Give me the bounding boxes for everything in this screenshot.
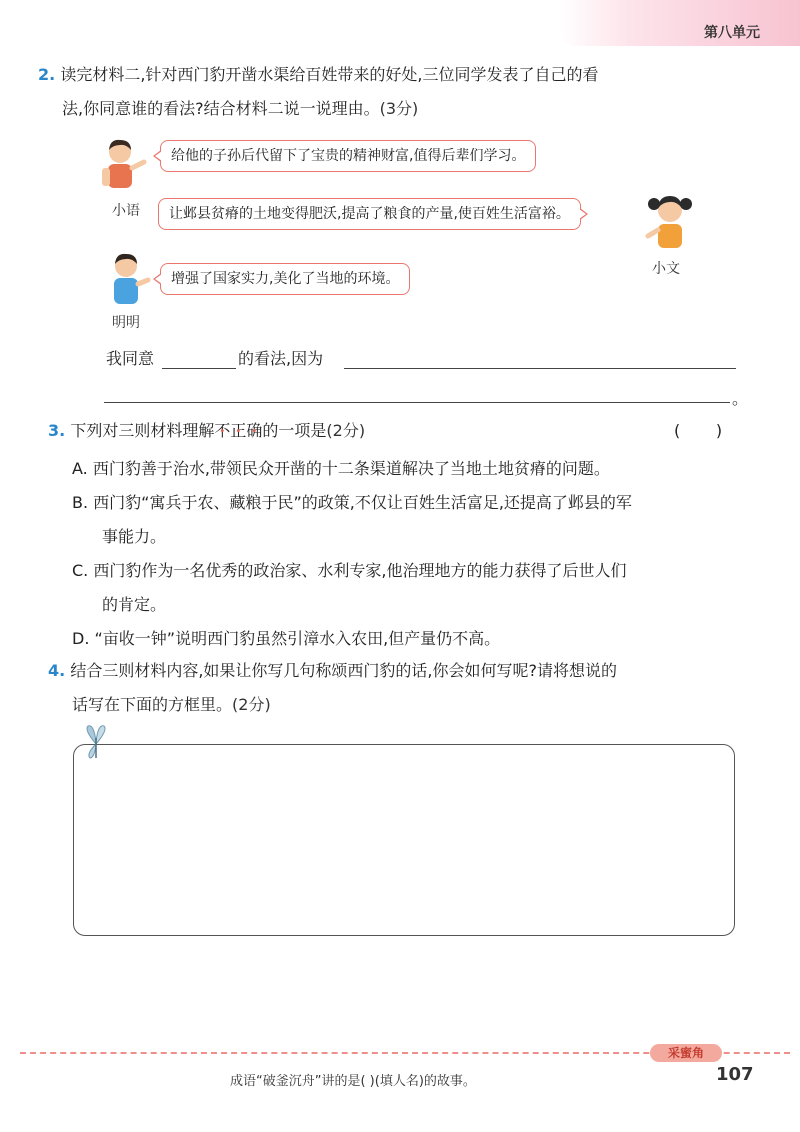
option-text-c-line2: 的肯定。	[102, 595, 167, 614]
question-3-answer-bracket[interactable]: ( )	[674, 421, 723, 440]
question-2-line2-row	[62, 92, 418, 126]
question-4-line2: 话写在下面的方框里。	[72, 695, 233, 714]
question-3-number: 3.	[48, 421, 66, 440]
question-2-number: 2.	[38, 65, 56, 84]
speech-bubble-xiaoyu	[160, 140, 536, 172]
option-letter-b: B.	[72, 493, 89, 512]
option-text-b: 西门豹“寓兵于农、藏粮于民”的政策,不仅让百姓生活富足,还提高了邺县的军	[93, 493, 632, 512]
speech-bubble-mingming	[160, 263, 410, 295]
unit-label: 第八单元	[704, 25, 760, 41]
option-letter-c: C.	[72, 561, 89, 580]
question-3-emph-1: 不 •	[214, 421, 230, 440]
question-3-emph-2: 正 •	[230, 421, 246, 440]
option-text-b-line2: 事能力。	[102, 527, 167, 546]
footer-question: 成语“破釜沉舟”讲的是( )(填人名)的故事。	[230, 1074, 476, 1089]
student-boy-xiaoyu-illustration	[100, 136, 150, 196]
question-4-number: 4.	[48, 661, 66, 680]
speech-text-xiaoyu: 给他的子孙后代留下了宝贵的精神财富,值得后辈们学习。	[171, 148, 526, 164]
answer-middle: 的看法,因为	[238, 349, 324, 368]
option-d[interactable]	[72, 622, 500, 656]
question-2-line2: 法,你同意谁的看法?结合材料二说一说理由。	[62, 99, 380, 118]
question-4	[48, 654, 768, 688]
option-letter-d: D.	[72, 629, 90, 648]
answer-box[interactable]	[73, 744, 735, 936]
answer-blank-reason-1[interactable]	[344, 368, 736, 369]
question-3-score: (2分)	[326, 421, 366, 440]
question-2-line1: 读完材料二,针对西门豹开凿水渠给百姓带来的好处,三位同学发表了自己的看	[60, 65, 599, 84]
answer-end-mark: 。	[732, 389, 749, 408]
question-3-emph-3: 确 •	[246, 421, 262, 440]
speech-bubble-xiaowen	[158, 198, 581, 230]
speaker-name-xiaowen: 小文	[652, 261, 680, 277]
question-3-text-after: 的一项是	[262, 421, 327, 440]
answer-blank-person[interactable]	[162, 368, 236, 369]
question-3	[48, 414, 365, 448]
option-letter-a: A.	[72, 459, 88, 478]
option-c[interactable]	[72, 554, 626, 588]
speech-text-xiaowen: 让邺县贫瘠的土地变得肥沃,提高了粮食的产量,使百姓生活富裕。	[169, 206, 570, 222]
option-b[interactable]	[72, 486, 632, 520]
footer-tag: 采蜜角	[650, 1044, 722, 1062]
option-a[interactable]	[72, 452, 610, 486]
question-4-score: (2分)	[232, 695, 271, 714]
speaker-name-mingming: 明明	[112, 315, 140, 331]
student-girl-xiaowen-illustration	[642, 190, 698, 254]
question-4-line1: 结合三则材料内容,如果让你写几句称颂西门豹的话,你会如何写呢?请将想说的	[70, 661, 617, 680]
butterfly-icon	[80, 724, 112, 764]
option-text-c: 西门豹作为一名优秀的政治家、水利专家,他治理地方的能力获得了后世人们	[93, 561, 627, 580]
question-2-score: (3分)	[379, 99, 419, 118]
answer-prefix: 我同意	[106, 349, 155, 368]
student-boy-mingming-illustration	[104, 250, 154, 310]
answer-blank-reason-2[interactable]	[104, 402, 730, 403]
option-text-d: “亩收一钟”说明西门豹虽然引漳水入农田,但产量仍不高。	[94, 629, 501, 648]
speaker-name-xiaoyu: 小语	[112, 203, 140, 219]
question-2	[38, 58, 758, 92]
page-number: 107	[716, 1064, 754, 1085]
option-text-a: 西门豹善于治水,带领民众开凿的十二条渠道解决了当地土地贫瘠的问题。	[92, 459, 610, 478]
question-4-line2-row	[72, 688, 271, 722]
unit-header-tab	[560, 0, 800, 46]
question-3-text-before: 下列对三则材料理解	[70, 421, 215, 440]
speech-text-mingming: 增强了国家实力,美化了当地的环境。	[171, 271, 400, 287]
